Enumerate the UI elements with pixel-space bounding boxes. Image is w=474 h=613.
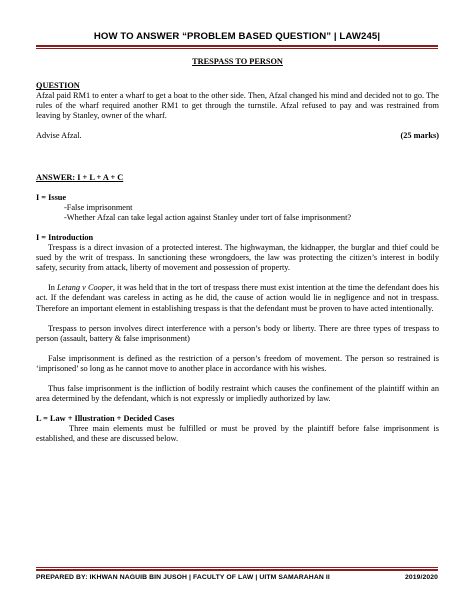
footer-year: 2019/2020 bbox=[404, 574, 438, 581]
case-name-letang-v-cooper: Letang v Cooper bbox=[57, 283, 113, 293]
document-title: TRESPASS TO PERSON bbox=[192, 57, 283, 66]
intro-paragraph-4: False imprisonment is defined as the restriction of a person’s freedom of movement. The person so restrained is ‘imprisoned’ so long as he cannot move to another place in accordance with his wishes. bbox=[36, 353, 439, 373]
footer-rule bbox=[36, 569, 438, 571]
intro-paragraph-2 bbox=[36, 283, 439, 313]
intro-paragraph-5: Thus false imprisonment is the infliction of bodily restraint which causes the confinement of the plaintiff within an area determined by the defendant, which is not expressly or impliedly authorized by law. bbox=[36, 383, 439, 404]
intro-p2-lead: In bbox=[48, 283, 58, 293]
question-heading: QUESTION bbox=[36, 81, 80, 91]
intro-p2-body: , it was held that in the tort of trespass there must exist intention at the time the defendant does his act. If the defendant was careless in acting as he did, the cause of action would lie in negligence and not in trespass. Therefore an important element in establishing trespass is that the defendant must be proven to have acted intentionally. bbox=[36, 283, 439, 313]
header-rule-thin bbox=[36, 48, 438, 49]
law-paragraph-1: Three main elements must be fulfilled or must be proved by the plaintiff before false imprisonment is established, and these are discussed below. bbox=[36, 424, 439, 444]
law-heading: L = Law + Illustration + Decided Cases bbox=[36, 414, 175, 424]
intro-paragraph-1: Trespass is a direct invasion of a protected interest. The highwayman, the kidnapper, the burglar and thief could be sued by the writ of trespass. In sanctioning these wrongdoers, the law was protecting the citizen’s interest in bodily safety, security from attack, liberty of movement and possession of property. bbox=[36, 243, 439, 273]
issue-item: -Whether Afzal can take legal action against Stanley under tort of false imprisonment? bbox=[64, 212, 352, 222]
header-rule bbox=[36, 45, 438, 47]
page-header-title: HOW TO ANSWER “PROBLEM BASED QUESTION” | LAW245| bbox=[93, 31, 381, 42]
answer-heading: ANSWER: I + L + A + C bbox=[36, 172, 124, 182]
advise-line bbox=[36, 131, 439, 141]
issue-heading: I = Issue bbox=[36, 192, 67, 202]
question-text: Afzal paid RM1 to enter a wharf to get a boat to the other side. Then, Afzal changed his mind and decided not to go. The rules of the wharf required another RM1 to get through the turnstile. Afzal refused to pay and was restrained from leaving by Stanley, owner of the wharf. bbox=[36, 91, 439, 121]
document-body bbox=[36, 53, 439, 444]
marks-label: (25 marks) bbox=[400, 131, 439, 141]
advise-text: Advise Afzal. bbox=[36, 131, 82, 141]
footer-rule-thin bbox=[36, 567, 438, 568]
page-footer bbox=[36, 574, 438, 581]
intro-paragraph-3: Trespass to person involves direct interference with a person’s body or liberty. There are three types of trespass to person (assault, battery & false imprisonment) bbox=[36, 323, 439, 343]
footer-credit: PREPARED BY: IKHWAN NAGUIB BIN JUSOH | FACULTY OF LAW | UITM SAMARAHAN II bbox=[36, 574, 330, 581]
introduction-heading: I = Introduction bbox=[36, 232, 94, 242]
issue-item: -False imprisonment bbox=[64, 202, 133, 212]
